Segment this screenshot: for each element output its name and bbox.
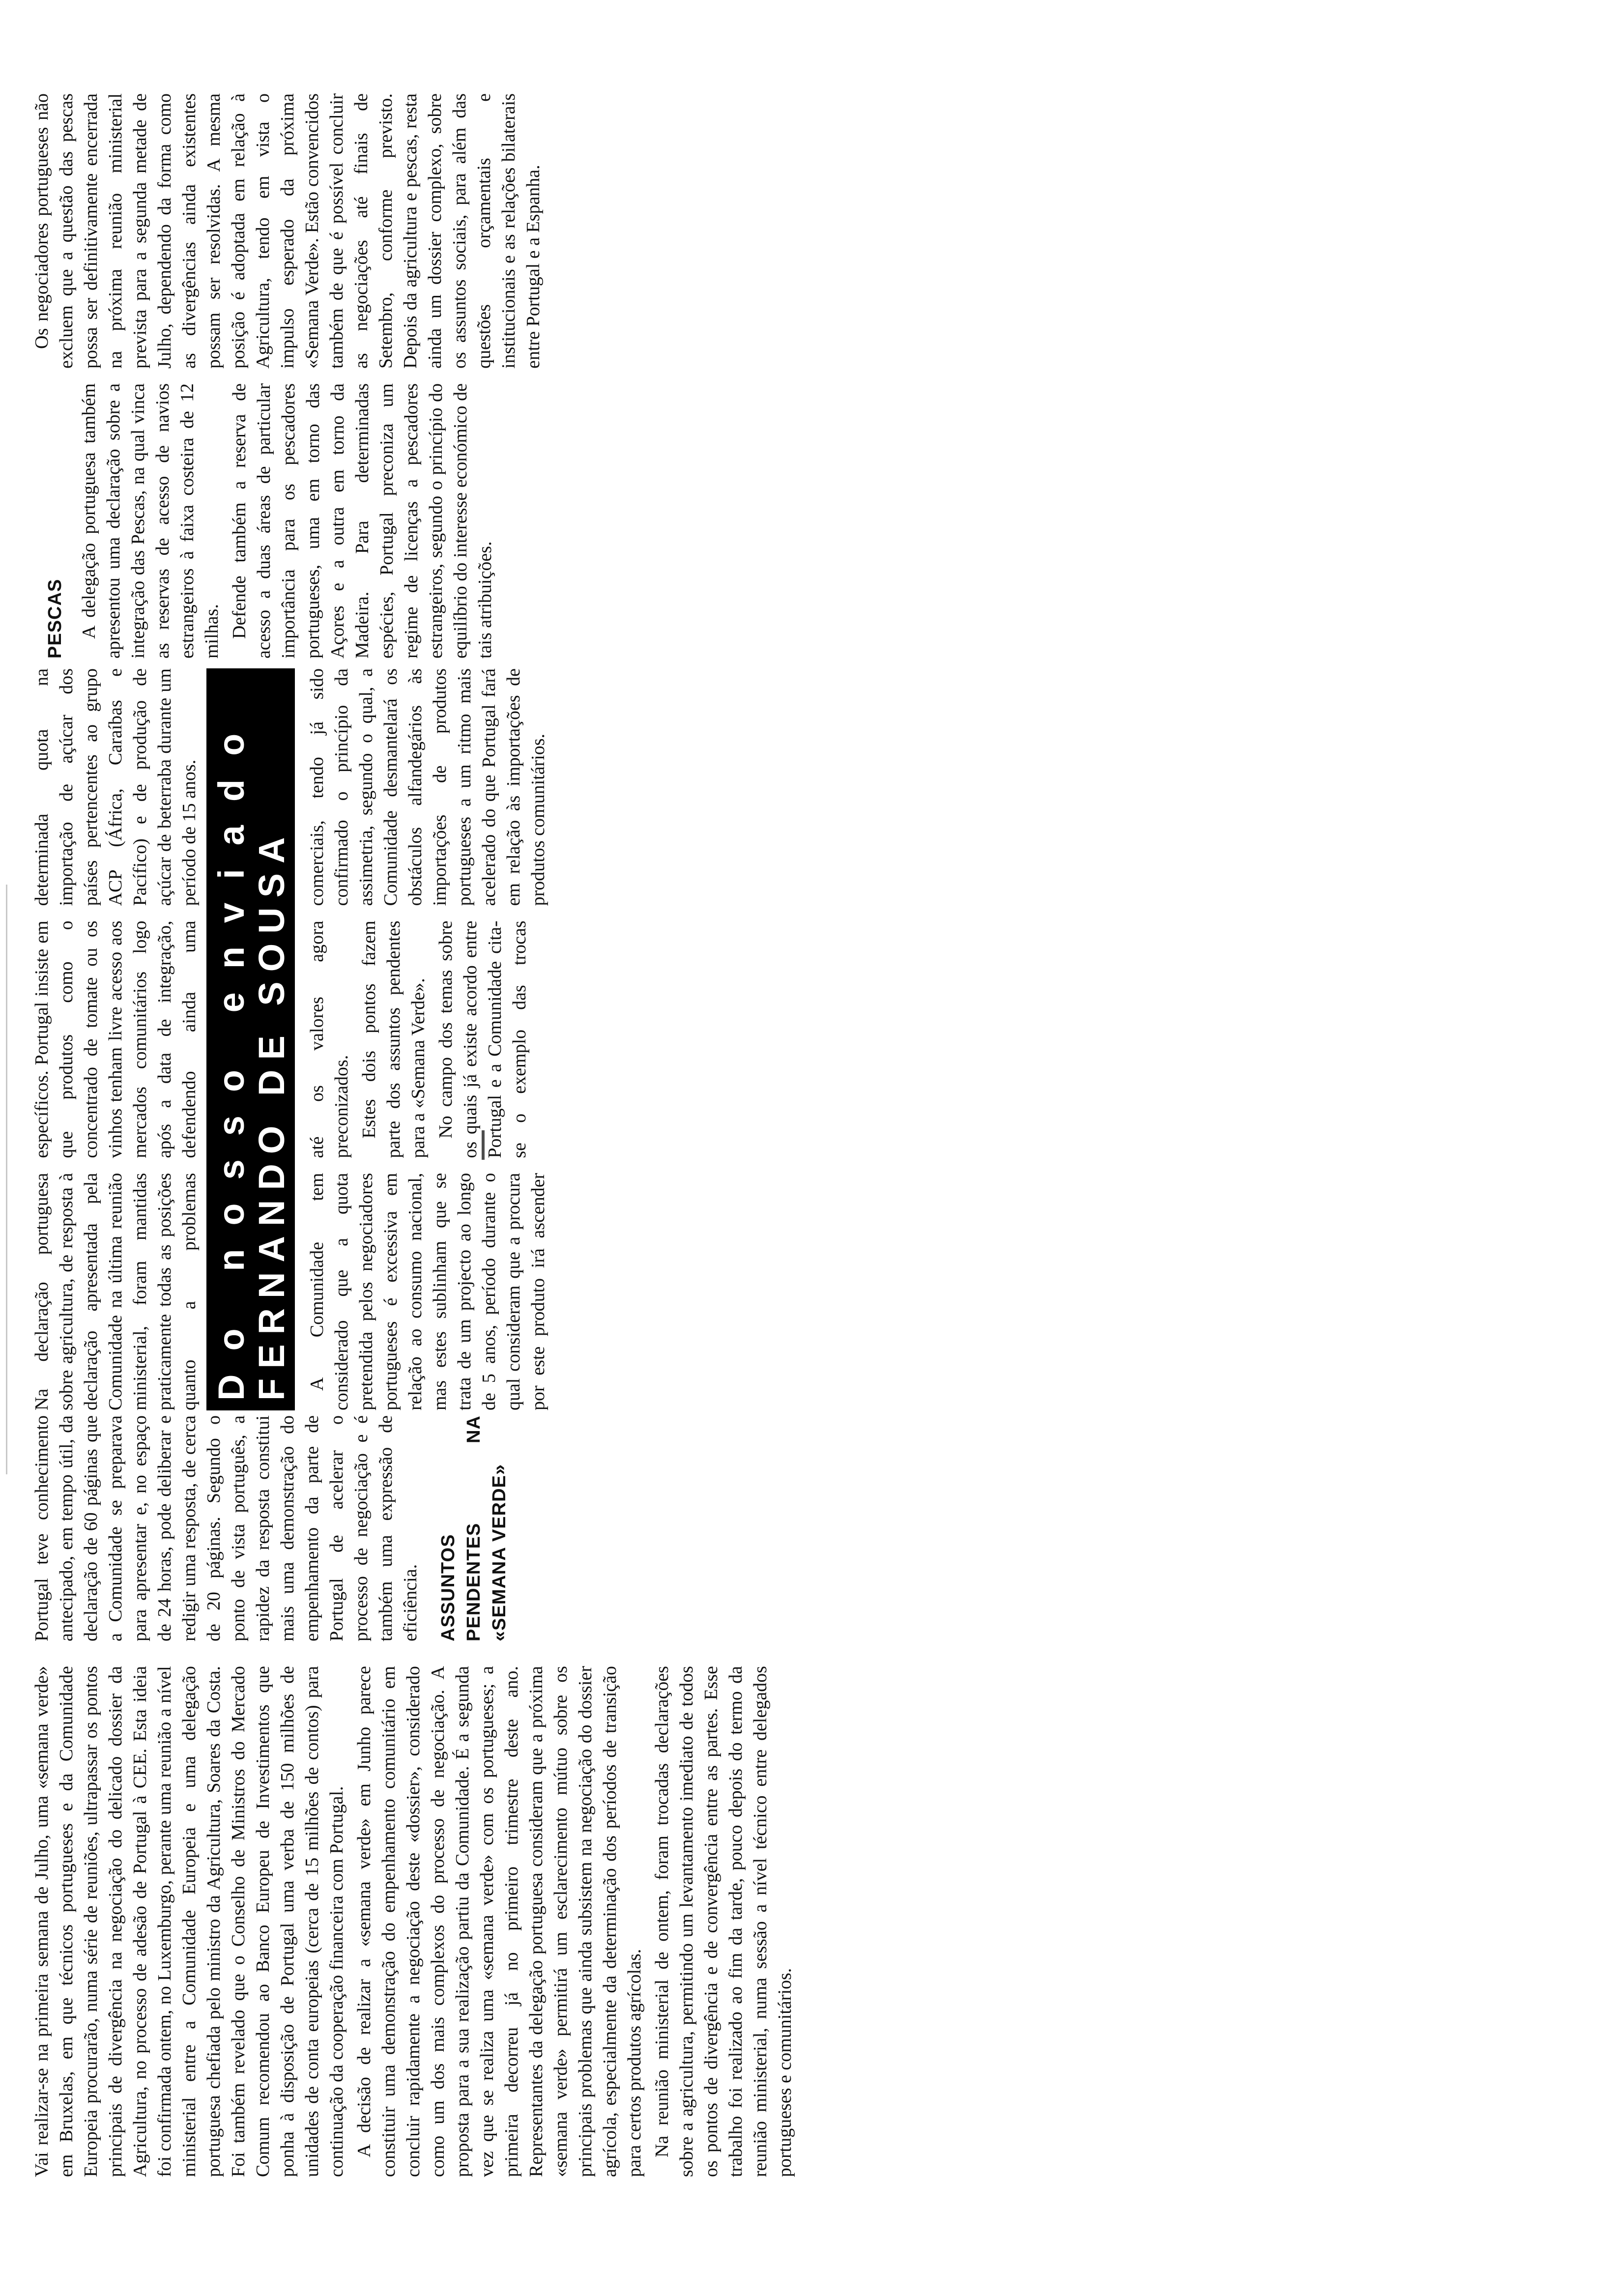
byline-line-1: Do nosso enviado (211, 710, 252, 1401)
paragraph: A Comunidade tem considerado que a quota pretendida pelos negociadores portugueses é excessiva em relação ao consumo nacional, mas estes sublinham que se trata de um projecto ao longo de 5 anos, período durante o qual consideram que a procura por este produto irá ascender até os valores agora preconizados. (307, 920, 548, 1410)
paragraph: Vai realizar-se na primeira semana de Julho, uma «semana verde» em Bruxelas, em que técnicos portugueses e da Comunidade Europeia procurarão, numa série de reuniões, ultrapassar os pontos principais de divergência na negociação do delicado dossier da Agricultura, no processo de adesão de Portugal à CEE. Esta ideia foi confirmada ontem, no Luxemburgo, perante uma reunião a nível ministerial entre a Comunidade Europeia e uma delegação portuguesa chefiada pelo ministro da Agricultura, Soares da Costa. Foi também revelado que o Conselho de Ministros do Mercado Comum recomendou ao Banco Europeu de Investimentos que ponha à disposição de Portugal uma verba de 150 milhões de unidades de conta europeias (cerca de 15 milhões de contos) para continuação da cooperação financeira com Portugal. (31, 1666, 347, 2177)
article-column-3-bottom (305, 668, 796, 1410)
scan-speck (482, 1130, 485, 1160)
article-column-3-top (29, 668, 202, 1410)
paragraph: No campo dos temas sobre os quais já existe acordo entre Portugal e a Comunidade cita-se o exemplo das trocas comerciais, tendo já sido confirmado o princípio da assimetria, segundo o qual, a Comunidade desmantelará os obstáculos alfandegários às importações de produtos portugueses a um ritmo mais acelerado do que Portugal fará em relação às importações de produtos comunitários. (307, 668, 548, 1158)
paragraph: Os negociadores portugueses não excluem que a questão das pescas possa ser definitivamente encerrada na próxima reunião ministerial prevista para a segunda metade de Julho, dependendo da forma como as divergências ainda existentes possam ser resolvidas. A mesma posição é adoptada em relação à Agricultura, tendo em vista o impulso esperado da próxima «Semana Verde». Estão convencidos também de que é possível concluir as negociações até finais de Setembro, conforme previsto. Depois da agricultura e pescas, resta ainda um dossier complexo, sobre os assuntos sociais, para além das questões orçamentais e institucionais e as relações bilaterais entre Portugal e a Espanha. (31, 93, 544, 369)
scan-edge-mark (6, 885, 7, 1474)
paragraph: Na declaração portuguesa sobre agricultura, de resposta à declaração apresentada pela Comunidade na última reunião ministerial, foram mantidas praticamente todas as posições quanto a problemas específicos. Portugal insiste em que produtos como o concentrado de tomate ou os vinhos tenham livre acesso aos mercados comunitários logo após a data de integração, defendendo ainda uma determinada quota na importação de açúcar dos países pertencentes ao grupo ACP (África, Caraíbas e Pacífico) e de produção de açúcar de beterraba durante um período de 15 anos. (31, 668, 200, 1410)
article-column-2 (29, 1415, 796, 1641)
paragraph: Estes dois pontos fazem parte dos assuntos pendentes para a «Semana Verde». (359, 920, 429, 1158)
byline-box (206, 668, 295, 1410)
section-heading-pescas: PESCAS (45, 578, 65, 659)
paragraph: Defende também a reserva de acesso a duas áreas de particular importância para os pescadores portugueses, uma em torno das Açores e a outra em torno da Madeira. Para determinadas espécies, Portugal preconiza um regime de licenças a pescadores estrangeiros, segundo o princípio do equilíbrio do interesse económico de tais atribuições. (229, 383, 495, 659)
paragraph: Portugal teve conhecimento antecipado, em tempo útil, da declaração de 60 páginas que a Comunidade se preparava para apresentar e, no espaço de 24 horas, pode deliberar e redigir uma resposta, de cerca de 20 páginas. Segundo o ponto de vista português, a rapidez da resposta constitui mais uma demonstração do empenhamento da parte de Portugal de acelerar o processo de negociação e é também uma expressão de eficiência. (31, 1415, 421, 1641)
paragraph: A decisão de realizar a «semana verde» em Junho parece constituir uma demonstração do empenhamento comunitário em concluir rapidamente a negociação deste «dossier», considerado como um dos mais complexos do processo de negociação. A proposta para a sua realização partiu da Comunidade. É a segunda vez que se realiza uma «semana verde» com os portugueses; a primeira decorreu já no primeiro trimestre deste ano. Representantes da delegação portuguesa consideram que a próxima «semana verde» permitirá um esclarecimento mútuo sobre os principais problemas que ainda subsistem na negociação do dossier agrícola, especialmente da determinação dos períodos de transição para certos produtos agrícolas. (354, 1666, 645, 2177)
section-heading-assuntos: ASSUNTOS PENDENTES NA «SEMANA VERDE» (438, 1415, 510, 1641)
rotated-article (29, 93, 796, 2177)
byline-author: FERNANDO DE SOUSA (251, 827, 292, 1401)
article-column-1 (29, 1666, 796, 2177)
paragraph: Na reunião ministerial de ontem, foram trocadas declarações sobre a agricultura, permitindo um levantamento imediato de todos os pontos de divergência e de convergência entre as partes. Esse trabalho foi realizado ao fim da tarde, pouco depois do termo da reunião ministerial, numa sessão a nível técnico entre delegados portugueses e comunitários. (652, 1666, 795, 2177)
paragraph: A delegação portuguesa também apresentou uma declaração sobre a integração das Pescas, na qual vinca as reservas de acesso de navios estrangeiros à faixa costeira de 12 milhas. (79, 383, 222, 659)
article-column-4 (29, 93, 796, 659)
